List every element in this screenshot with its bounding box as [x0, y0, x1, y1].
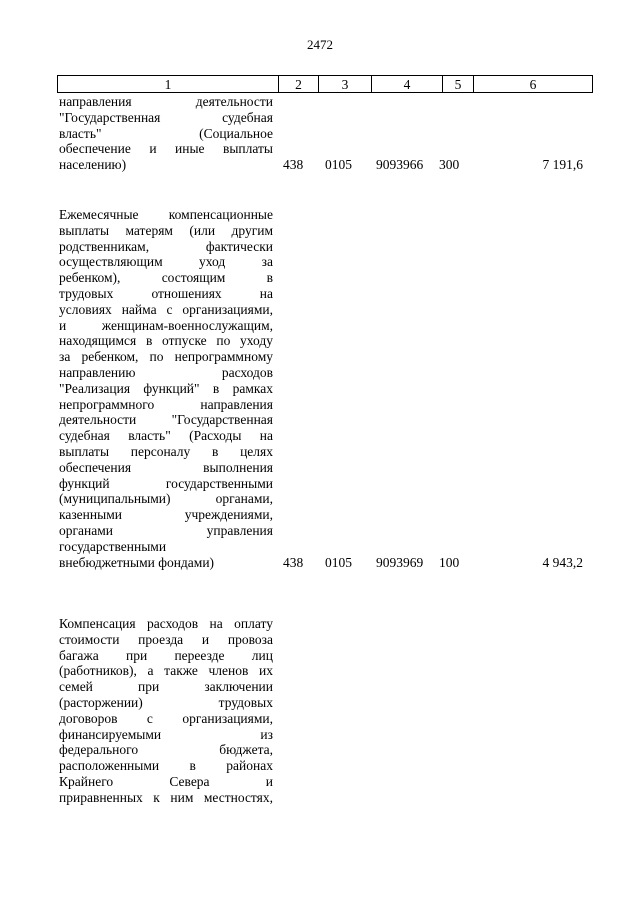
table-header	[57, 75, 593, 93]
desc-line: приравненных к ним местностях,	[59, 789, 273, 805]
header-col-5: 5	[443, 76, 474, 92]
desc-line: внебюджетными фондами)	[59, 554, 215, 570]
header-col-6: 6	[529, 77, 537, 92]
desc-line: органами управления	[59, 522, 273, 538]
cell-target: 9093969	[376, 554, 424, 570]
desc-line: деятельности "Государственная	[59, 412, 273, 428]
cell-section: 0105	[325, 554, 352, 570]
row-description	[59, 616, 273, 806]
desc-line: власть" (Социальное	[59, 125, 273, 141]
desc-line: федерального бюджета,	[59, 742, 273, 758]
cell-section: 0105	[325, 157, 352, 173]
desc-line: трудовых отношениях на	[59, 285, 273, 301]
desc-line: (муниципальными) органами,	[59, 491, 273, 507]
cell-expense-type: 300	[439, 157, 460, 173]
row-description	[59, 207, 273, 570]
desc-line: (работников), а также членов их	[59, 663, 273, 679]
desc-line: "Реализация функций" в рамках	[59, 380, 273, 396]
desc-line: расположенными в районах	[59, 758, 273, 774]
page-number: 2472	[307, 37, 333, 52]
desc-line: "Государственная судебная	[59, 109, 273, 125]
cell-ministry: 438	[283, 157, 304, 173]
desc-line: судебная власть" (Расходы на	[59, 428, 273, 444]
row-description	[59, 94, 273, 173]
desc-line: багажа при переезде лиц	[59, 647, 273, 663]
desc-line: и женщинам-военнослужащим,	[59, 317, 273, 333]
desc-line: находящимся в отпуске по уходу	[59, 333, 273, 349]
cell-amount: 4 943,2	[542, 554, 583, 570]
cell-ministry: 438	[283, 554, 304, 570]
desc-line: выплаты персоналу в целях	[59, 443, 273, 459]
desc-line: стоимости проезда и провоза	[59, 631, 273, 647]
cell-amount: 7 191,6	[542, 157, 583, 173]
header-col-3: 3	[319, 76, 372, 92]
header-col-4: 4	[372, 76, 443, 92]
desc-line: непрограммного направления	[59, 396, 273, 412]
header-col-2: 2	[279, 76, 319, 92]
desc-line: родственникам, фактически	[59, 238, 273, 254]
desc-line: государственными	[59, 538, 167, 554]
desc-line: выплаты матерям (или другим	[59, 222, 273, 238]
desc-line: обеспечения выполнения	[59, 459, 273, 475]
desc-line: договоров с организациями,	[59, 710, 273, 726]
desc-line: направлению расходов	[59, 364, 273, 380]
desc-line: (расторжении) трудовых	[59, 694, 273, 710]
desc-line: Ежемесячные компенсационные	[59, 207, 273, 222]
desc-line: казенными учреждениями,	[59, 507, 273, 523]
desc-line: условиях найма с организациями,	[59, 301, 273, 317]
desc-line: Крайнего Севера и	[59, 773, 273, 789]
desc-line: осуществляющим уход за	[59, 254, 273, 270]
desc-line: финансируемыми из	[59, 726, 273, 742]
cell-expense-type: 100	[439, 554, 460, 570]
desc-line: обеспечение и иные выплаты	[59, 141, 273, 157]
desc-line: населению)	[59, 157, 127, 173]
desc-line: направления деятельности	[59, 94, 273, 109]
cell-target: 9093966	[376, 157, 424, 173]
header-col-1: 1	[58, 76, 279, 92]
desc-line: за ребенком, по непрограммному	[59, 349, 273, 365]
desc-line: Компенсация расходов на оплату	[59, 616, 273, 631]
desc-line: ребенком), состоящим в	[59, 270, 273, 286]
desc-line: семей при заключении	[59, 679, 273, 695]
desc-line: функций государственными	[59, 475, 273, 491]
